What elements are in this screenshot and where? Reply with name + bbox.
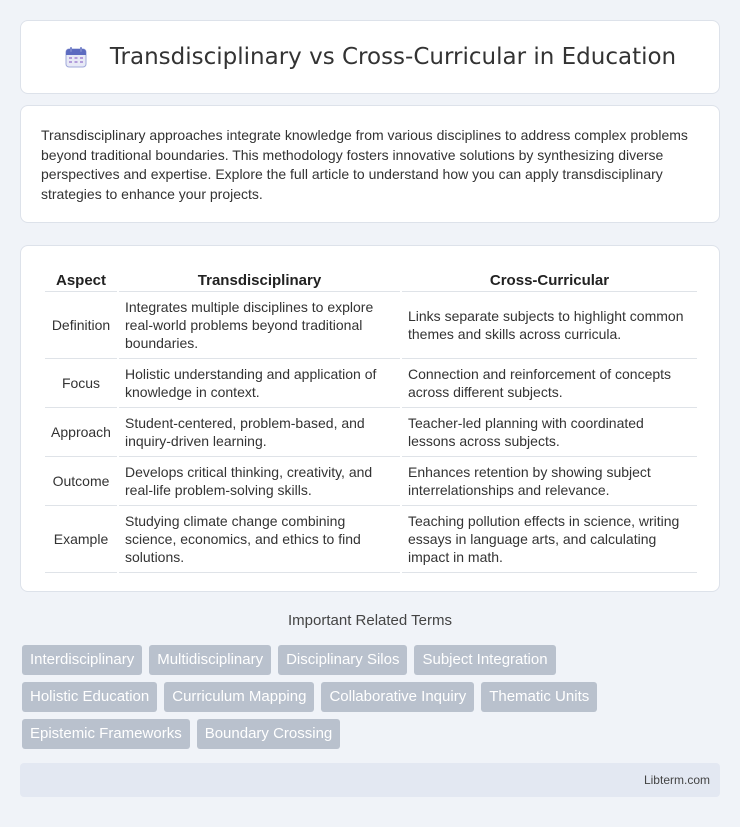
header-aspect: Aspect xyxy=(45,266,117,292)
row-transdisciplinary: Studying climate change combining science, economics, and ethics to find solutions. xyxy=(119,506,400,573)
header-card xyxy=(20,20,720,94)
row-cross-curricular: Teacher-led planning with coordinated lessons across subjects. xyxy=(402,408,697,457)
row-cross-curricular: Enhances retention by showing subject interrelationships and relevance. xyxy=(402,457,697,506)
row-aspect: Example xyxy=(45,506,117,573)
header-transdisciplinary: Transdisciplinary xyxy=(119,266,400,292)
row-cross-curricular: Links separate subjects to highlight common themes and skills across curricula. xyxy=(402,292,697,359)
table-row xyxy=(45,506,697,573)
table-row xyxy=(45,292,697,359)
table-row xyxy=(45,359,697,408)
row-transdisciplinary: Student-centered, problem-based, and inquiry-driven learning. xyxy=(119,408,400,457)
page-title: Transdisciplinary vs Cross-Curricular in Education xyxy=(109,44,677,70)
table-header-row xyxy=(45,266,697,292)
related-term-tag[interactable]: Curriculum Mapping xyxy=(164,682,314,712)
footer-site-link[interactable]: Libterm.com xyxy=(643,773,710,787)
table-row xyxy=(45,408,697,457)
header-cross-curricular: Cross-Curricular xyxy=(402,266,697,292)
related-term-tag[interactable]: Disciplinary Silos xyxy=(278,645,407,675)
intro-card xyxy=(20,105,720,223)
related-term-tag[interactable]: Interdisciplinary xyxy=(22,645,142,675)
row-aspect: Definition xyxy=(45,292,117,359)
row-aspect: Approach xyxy=(45,408,117,457)
comparison-table xyxy=(43,266,699,573)
footer xyxy=(20,763,720,797)
related-term-tag[interactable]: Multidisciplinary xyxy=(149,645,271,675)
row-aspect: Outcome xyxy=(45,457,117,506)
related-terms-list xyxy=(22,645,722,756)
intro-text: Transdisciplinary approaches integrate knowledge from various disciplines to address complex problems beyond traditional boundaries. This methodology fosters innovative solutions by synthesizing diverse perspectives and expertise. Explore the full article to understand how you can apply transdisciplinary strategies to enhance your projects. xyxy=(41,127,688,202)
related-term-tag[interactable]: Collaborative Inquiry xyxy=(321,682,474,712)
calendar-icon xyxy=(64,45,88,69)
row-cross-curricular: Teaching pollution effects in science, writing essays in language arts, and calculating impact in math. xyxy=(402,506,697,573)
related-terms-title: Important Related Terms xyxy=(288,612,452,629)
row-aspect: Focus xyxy=(45,359,117,408)
related-term-tag[interactable]: Boundary Crossing xyxy=(197,719,341,749)
related-term-tag[interactable]: Epistemic Frameworks xyxy=(22,719,190,749)
row-transdisciplinary: Holistic understanding and application of knowledge in context. xyxy=(119,359,400,408)
row-transdisciplinary: Develops critical thinking, creativity, and real-life problem-solving skills. xyxy=(119,457,400,506)
row-transdisciplinary: Integrates multiple disciplines to explore real-world problems beyond traditional boundaries. xyxy=(119,292,400,359)
related-term-tag[interactable]: Subject Integration xyxy=(414,645,555,675)
row-cross-curricular: Connection and reinforcement of concepts across different subjects. xyxy=(402,359,697,408)
table-row xyxy=(45,457,697,506)
related-term-tag[interactable]: Thematic Units xyxy=(481,682,597,712)
comparison-table-card xyxy=(20,245,720,592)
related-term-tag[interactable]: Holistic Education xyxy=(22,682,157,712)
